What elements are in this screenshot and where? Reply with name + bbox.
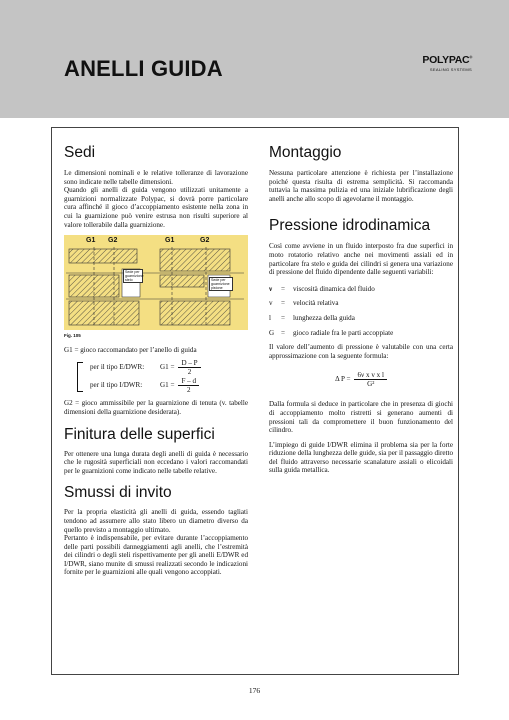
montaggio-paragraph: Nessuna particolare attenzione è richiesta per l’installazione poiché questa risulta di estrema semplicità. Si raccomanda tuttavia la massima pulizia ed una iniziale lubrificazione degli anelli anche allo scopo di agevolarne il montaggio. (269, 169, 453, 203)
section-title-montaggio: Montaggio (269, 144, 342, 161)
sedi-paragraph-2: Quando gli anelli di guida vengono utilizzati unitamente a guarnizioni normalizzate Polypac, si dovrà porre particolare cura affinché il gioco d’accoppiamento esistente nella zona in cui la guarnizione può venire estrusa non risulti superiore al valore tollerabile dalla guarnizione. (64, 186, 248, 229)
g2-definition: G2 = gioco ammissibile per la guarnizione di tenuta (v. tabelle dimensioni della guarnizione desiderata). (64, 399, 248, 416)
figure-label-g1-left: G1 (86, 237, 96, 245)
polypac-logo (412, 54, 472, 72)
figure-caption: Fig. 105 (64, 333, 81, 339)
variable-definitions (269, 285, 453, 337)
logo-subtitle: SEALING SYSTEMS (429, 67, 472, 72)
logo-name: POLYPAC (422, 54, 470, 66)
formula-e-dwr: per il tipo E/DWR: G1 = $\frac{D - P}{2}$ (90, 358, 248, 376)
formula-i-dwr: per il tipo I/DWR: G1 = $\frac{F - d}{2}$ (90, 376, 248, 394)
formula-bracket (77, 362, 83, 392)
definition-row: G = gioco radiale fra le parti accoppiate (269, 328, 394, 337)
definition-row: ν = viscosità dinamica del fluido (269, 284, 375, 293)
section-title-sedi: Sedi (64, 144, 96, 161)
right-column (269, 144, 453, 475)
pressure-formula: Δ P = $\frac{\text{6ν x v x l}}{\text{G²}}$ (269, 366, 453, 392)
figure-guide-seats (64, 235, 248, 330)
logo-registered-mark: ® (469, 54, 472, 60)
figure-label-g2-right: G2 (200, 237, 210, 245)
definition-row: v = velocità relativa (269, 299, 339, 308)
page-title: ANELLI GUIDA (64, 56, 223, 81)
pressione-paragraph-3: Dalla formula si deduce in particolare che in presenza di giochi di accoppiamento molto ristretti si generano aumenti di pressioni tali da compromettere il buon funzionamento del cilindro. (269, 400, 453, 435)
figure-note-rod-seat: Sede per guarnizione stelo (125, 270, 144, 283)
figure-note-piston-seat: Sede per guarnizione pistone (209, 277, 233, 291)
figure-label-g2-left: G2 (108, 237, 118, 245)
pressione-paragraph-2: Il valore dell’aumento di pressione è valutabile con una certa approssimazione con la seguente formula: (269, 343, 453, 360)
sedi-paragraph-1: Le dimensioni nominali e le relative tolleranze di lavorazione sono indicate nelle tabelle dimensioni. (64, 169, 248, 186)
page-header (0, 0, 509, 118)
page-number: 176 (248, 686, 261, 695)
finitura-paragraph: Per ottenere una lunga durata degli anelli di guida è necessario che le rugosità superficiali non eccedano i valori raccomandati per le guarnizioni come indicato nelle tabelle relative. (64, 449, 248, 475)
section-title-smussi: Smussi di invito (64, 484, 172, 502)
section-title-finitura: Finitura delle superfici (64, 425, 215, 443)
smussi-paragraph-2: Pertanto è indispensabile, per evitare durante l’accoppiamento delle parti possibili danneggiamenti agli anelli, che l’estremità dei cilindri o degli steli rispettivamente per gli anelli E/DWR ed I/DWR, siano munite di smussi realizzati secondo le indicazioni fornite per le guarnizioni alle quali vengono accoppiati. (64, 534, 248, 577)
left-column (64, 144, 248, 577)
figure-label-g1-right: G1 (165, 237, 175, 245)
definition-row: l = lunghezza della guida (269, 313, 355, 322)
pressione-paragraph-4: L’impiego di guide I/DWR elimina il problema sia per la forte riduzione della lunghezza delle guide, sia per il passaggio diretto del fluido attraverso necessarie scanalature assiali o elicoidali sulla guida metallica. (269, 440, 453, 475)
g1-formulas (64, 358, 248, 394)
smussi-paragraph-1: Per la propria elasticità gli anelli di guida, essendo tagliati tendono ad assumere allo stato libero un diametro diverso da quello previsto a montaggio ultimato. (64, 508, 248, 534)
pressione-paragraph-1: Così come avviene in un fluido interposto fra due superfici in moto rotatorio relativo anche nei movimenti assiali ed in particolare fra stelo e guida dei cilindri si genera una variazione di pressione del fluido dipendente dalle seguenti variabili: (269, 242, 453, 277)
g1-definition: G1 = gioco raccomandato per l’anello di guida (64, 345, 197, 354)
section-title-pressione: Pressione idrodinamica (269, 217, 431, 235)
